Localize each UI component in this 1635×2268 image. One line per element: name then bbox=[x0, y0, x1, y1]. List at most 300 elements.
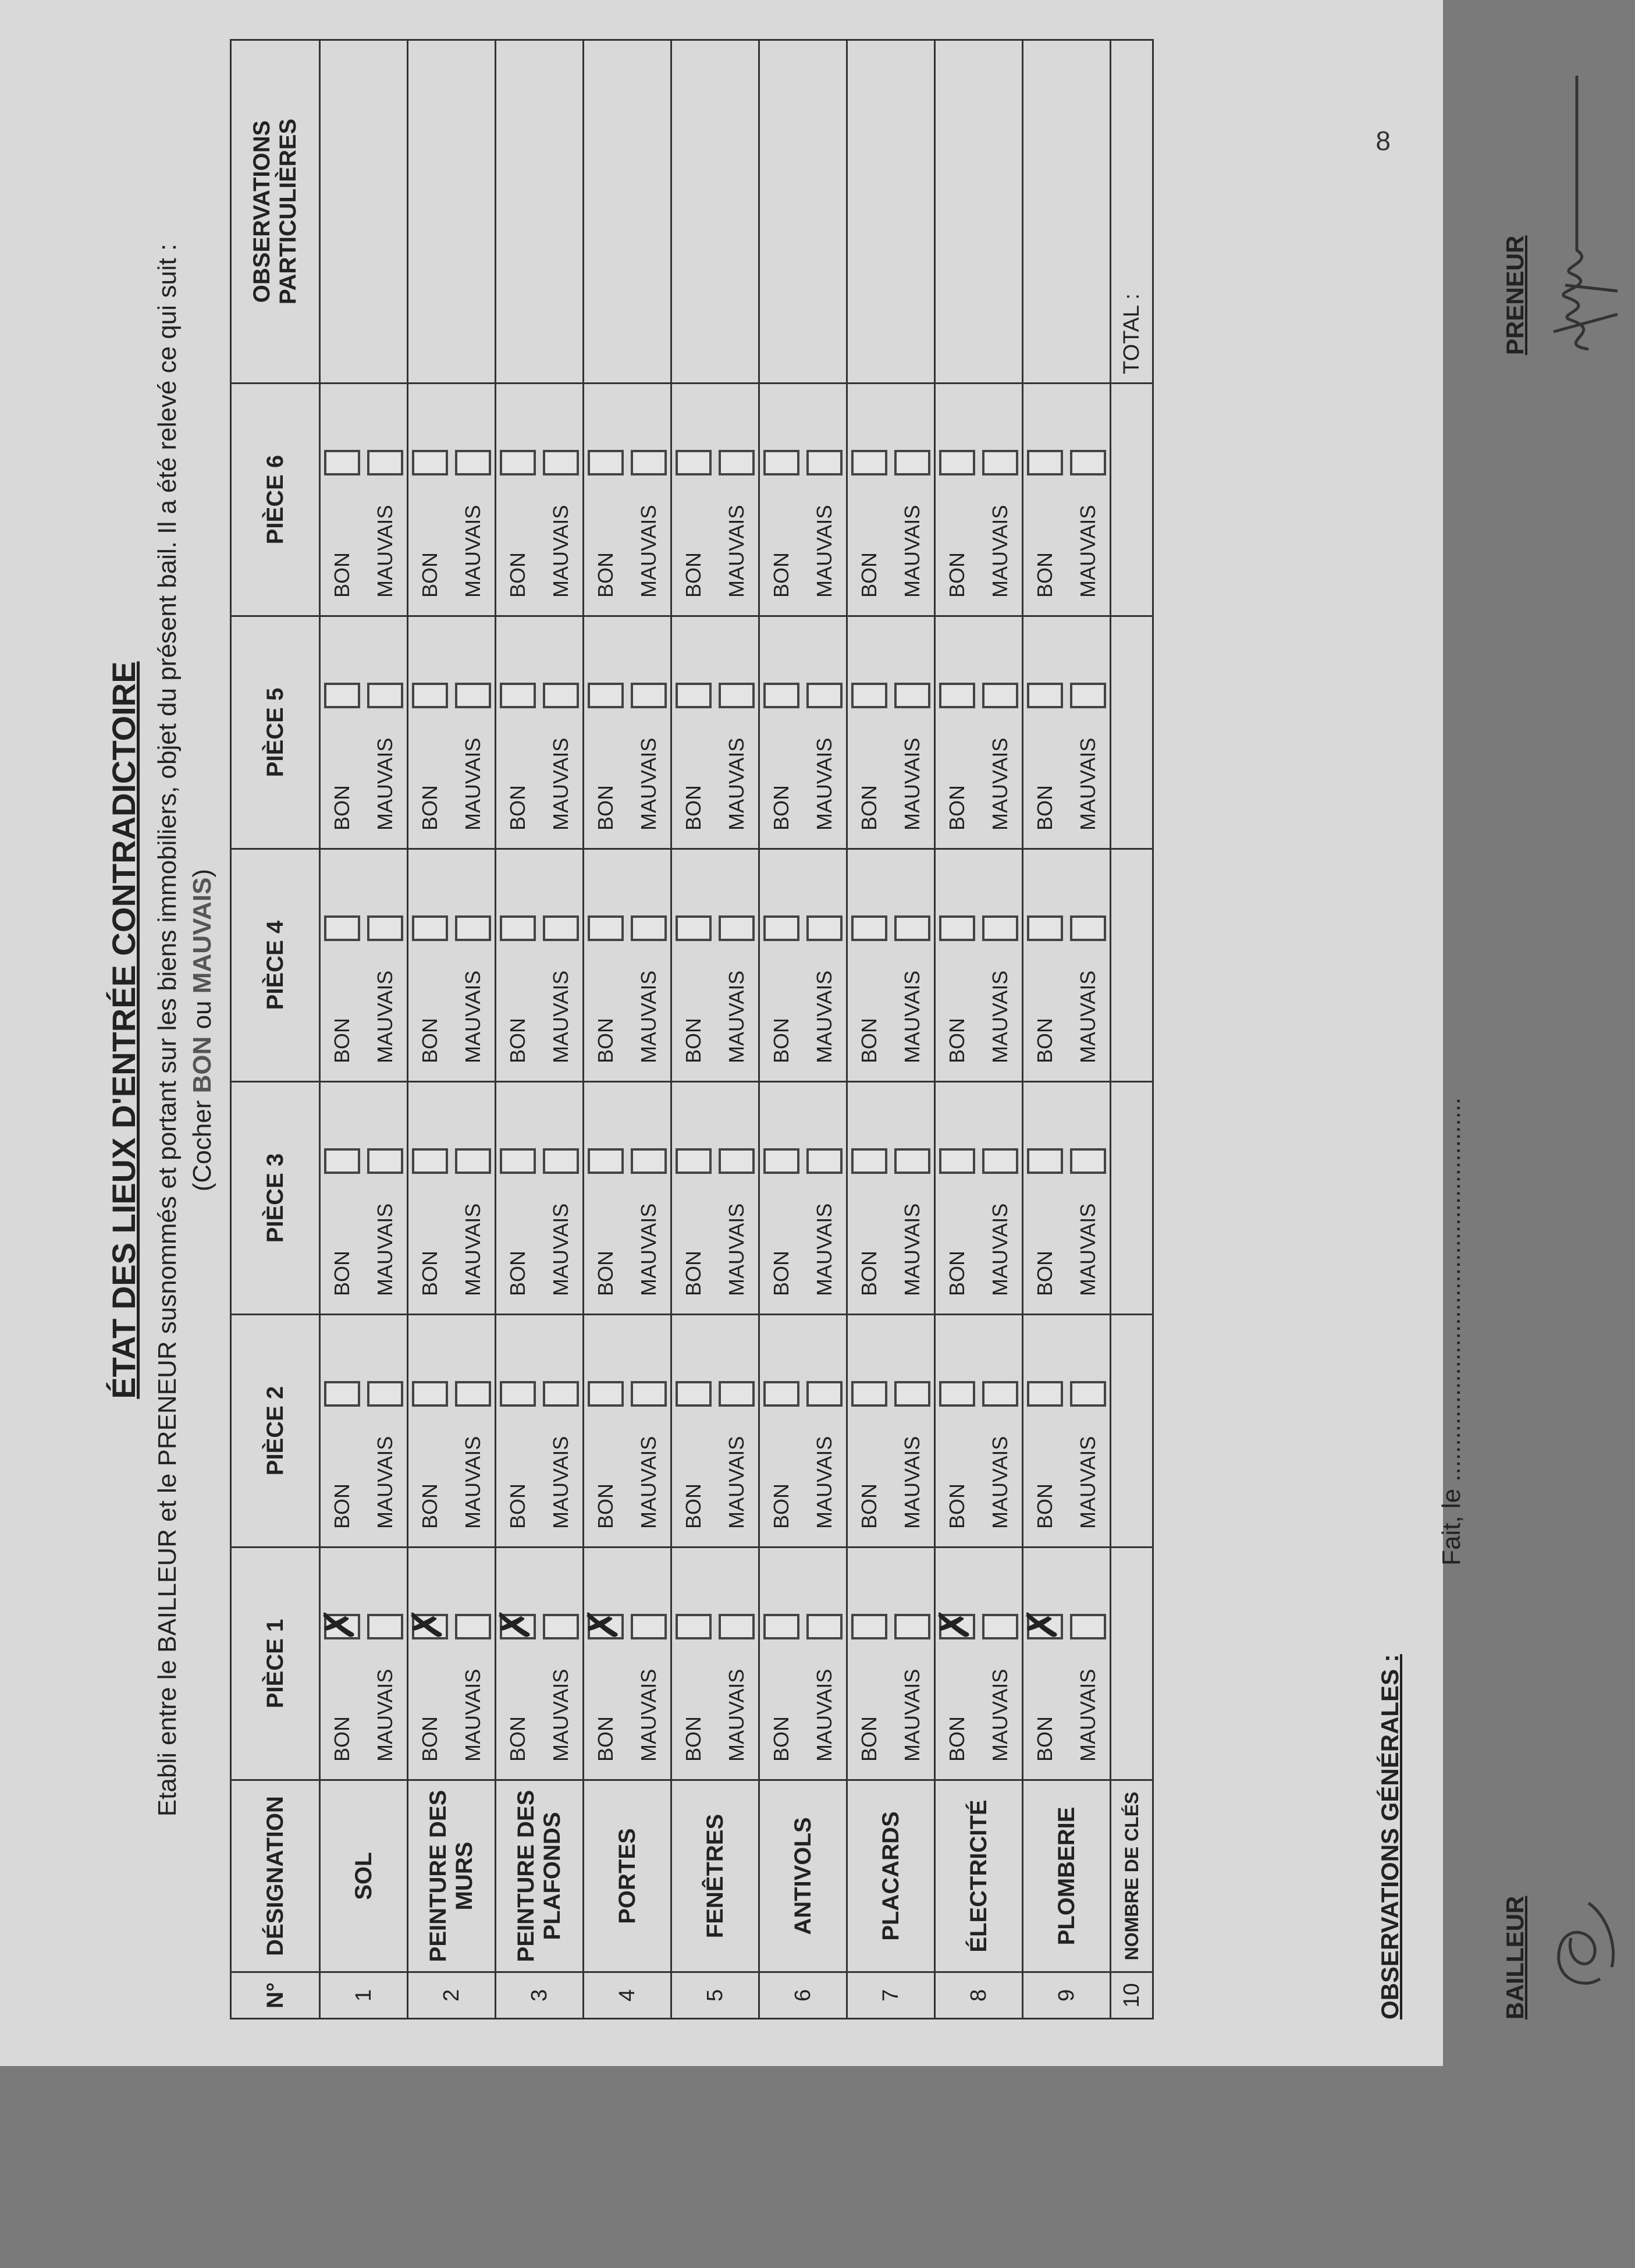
header-piece-2: PIÈCE 2 bbox=[231, 1315, 320, 1548]
keys-count-cell[interactable] bbox=[1111, 384, 1153, 616]
row-designation: SOL bbox=[320, 1780, 408, 1972]
option-mauvais bbox=[364, 1082, 407, 1314]
checkbox-bon[interactable] bbox=[412, 1148, 448, 1174]
checkbox-bon[interactable] bbox=[939, 1614, 975, 1639]
table-row bbox=[671, 40, 759, 2019]
option-label: BON bbox=[506, 552, 529, 598]
checkbox-mauvais[interactable] bbox=[894, 915, 930, 941]
checkbox-mauvais[interactable] bbox=[1070, 1148, 1106, 1174]
checkbox-mauvais[interactable] bbox=[806, 1148, 843, 1174]
option-mauvais bbox=[364, 384, 407, 615]
checkbox-bon[interactable] bbox=[500, 1381, 536, 1407]
fait-le-line: Fait, le ...................................................... bbox=[1437, 1097, 1466, 1566]
checkbox-mauvais[interactable] bbox=[631, 915, 667, 941]
option-label: BON bbox=[593, 785, 617, 830]
option-label: BON bbox=[769, 1716, 793, 1762]
intro-line-2: (Cocher BON ou MAUVAIS) bbox=[188, 868, 216, 1192]
header-row bbox=[231, 40, 320, 2019]
checkbox-bon[interactable] bbox=[939, 1381, 975, 1407]
piece-cell bbox=[1023, 1082, 1111, 1315]
option-label: BON bbox=[681, 552, 705, 598]
observation-cell[interactable] bbox=[671, 40, 759, 384]
checkbox-bon[interactable] bbox=[851, 1381, 887, 1407]
option-bon bbox=[672, 1315, 715, 1546]
option-mauvais bbox=[452, 384, 495, 615]
option-label: BON bbox=[593, 1716, 617, 1762]
checkbox-bon[interactable] bbox=[500, 450, 536, 475]
option-mauvais bbox=[715, 384, 758, 615]
checkbox-bon[interactable] bbox=[588, 1614, 624, 1639]
keys-count-cell[interactable] bbox=[1111, 616, 1153, 849]
checkbox-bon[interactable] bbox=[412, 450, 448, 475]
table-row bbox=[759, 40, 847, 2019]
option-label: MAUVAIS bbox=[900, 1203, 924, 1296]
checkbox-bon[interactable] bbox=[1027, 1148, 1063, 1174]
option-bon bbox=[760, 1548, 803, 1779]
checkbox-mauvais[interactable] bbox=[455, 1614, 491, 1639]
option-bon bbox=[1023, 1548, 1067, 1779]
checkbox-bon[interactable] bbox=[851, 450, 887, 475]
checkbox-mauvais[interactable] bbox=[982, 683, 1018, 708]
option-label: BON bbox=[945, 1716, 969, 1762]
checkbox-mauvais[interactable] bbox=[982, 1148, 1018, 1174]
option-bon bbox=[848, 850, 891, 1081]
checkbox-bon[interactable] bbox=[324, 915, 360, 941]
row-number: 4 bbox=[584, 1972, 671, 2019]
option-label: MAUVAIS bbox=[549, 970, 573, 1063]
checkbox-mauvais[interactable] bbox=[982, 1614, 1018, 1639]
checkbox-bon[interactable] bbox=[676, 1381, 712, 1407]
option-label: MAUVAIS bbox=[900, 505, 924, 598]
piece-cell bbox=[408, 849, 496, 1082]
checkbox-mauvais[interactable] bbox=[631, 1614, 667, 1639]
option-label: MAUVAIS bbox=[812, 1203, 836, 1296]
table-row bbox=[320, 40, 408, 2019]
option-label: BON bbox=[945, 785, 969, 830]
option-bon bbox=[1023, 384, 1067, 615]
option-label: MAUVAIS bbox=[900, 1436, 924, 1529]
option-label: BON bbox=[1033, 1483, 1057, 1529]
row-number: 7 bbox=[847, 1972, 935, 2019]
option-label: MAUVAIS bbox=[637, 1203, 660, 1296]
keys-count-cell[interactable] bbox=[1111, 1082, 1153, 1315]
option-bon bbox=[496, 617, 539, 848]
checkbox-bon[interactable] bbox=[324, 450, 360, 475]
option-label: MAUVAIS bbox=[988, 737, 1012, 830]
piece-cell bbox=[584, 1548, 671, 1780]
checkbox-mauvais[interactable] bbox=[543, 1614, 579, 1639]
checkbox-mauvais[interactable] bbox=[543, 683, 579, 708]
piece-cell bbox=[847, 1082, 935, 1315]
checkbox-bon[interactable] bbox=[588, 915, 624, 941]
checkbox-bon[interactable] bbox=[851, 1148, 887, 1174]
option-mauvais bbox=[979, 850, 1022, 1081]
option-label: MAUVAIS bbox=[812, 505, 836, 598]
checkbox-bon[interactable] bbox=[1027, 450, 1063, 475]
option-label: BON bbox=[945, 552, 969, 598]
checkbox-mauvais[interactable] bbox=[455, 1381, 491, 1407]
row-designation: PORTES bbox=[584, 1780, 671, 1972]
option-mauvais bbox=[539, 1315, 582, 1546]
option-bon bbox=[496, 1548, 539, 1779]
checkbox-mauvais[interactable] bbox=[543, 915, 579, 941]
option-mauvais bbox=[715, 1315, 758, 1546]
option-mauvais bbox=[452, 617, 495, 848]
option-mauvais bbox=[627, 1082, 670, 1314]
checkbox-bon[interactable] bbox=[851, 1614, 887, 1639]
checkbox-bon[interactable] bbox=[939, 915, 975, 941]
checkbox-bon[interactable] bbox=[939, 1148, 975, 1174]
option-mauvais bbox=[891, 850, 934, 1081]
checkbox-mauvais[interactable] bbox=[543, 450, 579, 475]
preneur-label: PRENEUR bbox=[1501, 235, 1529, 355]
option-label: MAUVAIS bbox=[724, 1669, 748, 1762]
observation-cell[interactable] bbox=[935, 40, 1023, 384]
checkbox-bon[interactable] bbox=[412, 683, 448, 708]
observation-cell[interactable] bbox=[1023, 40, 1111, 384]
option-mauvais bbox=[891, 1548, 934, 1779]
option-label: MAUVAIS bbox=[900, 970, 924, 1063]
option-mauvais bbox=[452, 850, 495, 1081]
option-label: BON bbox=[418, 785, 442, 830]
checkbox-mauvais[interactable] bbox=[631, 1148, 667, 1174]
observation-cell[interactable] bbox=[408, 40, 496, 384]
checkbox-mauvais[interactable] bbox=[719, 1614, 755, 1639]
checkbox-bon[interactable] bbox=[763, 1148, 799, 1174]
header-num: N° bbox=[231, 1972, 320, 2019]
checkbox-bon[interactable] bbox=[500, 683, 536, 708]
checkbox-mauvais[interactable] bbox=[367, 1381, 403, 1407]
checkbox-mauvais[interactable] bbox=[894, 683, 930, 708]
option-bon bbox=[848, 1082, 891, 1314]
option-label: MAUVAIS bbox=[988, 1436, 1012, 1529]
checkbox-mauvais[interactable] bbox=[806, 915, 843, 941]
checkbox-bon[interactable] bbox=[676, 1148, 712, 1174]
option-label: BON bbox=[506, 785, 529, 830]
observation-cell[interactable] bbox=[320, 40, 408, 384]
option-label: MAUVAIS bbox=[900, 1669, 924, 1762]
checkbox-bon[interactable] bbox=[500, 915, 536, 941]
piece-cell bbox=[935, 384, 1023, 616]
rotated-form bbox=[105, 41, 1529, 2019]
option-label: BON bbox=[769, 1017, 793, 1063]
checkbox-mauvais[interactable] bbox=[367, 1148, 403, 1174]
option-bon bbox=[936, 850, 979, 1081]
option-mauvais bbox=[1067, 384, 1110, 615]
option-label: BON bbox=[593, 1483, 617, 1529]
option-mauvais bbox=[539, 617, 582, 848]
checkbox-mauvais[interactable] bbox=[1070, 1614, 1106, 1639]
checkbox-bon[interactable] bbox=[588, 683, 624, 708]
checkbox-bon[interactable] bbox=[1027, 915, 1063, 941]
option-bon bbox=[672, 1082, 715, 1314]
piece-cell bbox=[584, 849, 671, 1082]
checkbox-bon[interactable] bbox=[324, 1381, 360, 1407]
option-bon bbox=[848, 384, 891, 615]
checkbox-mauvais[interactable] bbox=[719, 1148, 755, 1174]
piece-cell bbox=[847, 1548, 935, 1780]
checkbox-mauvais[interactable] bbox=[806, 1614, 843, 1639]
option-bon bbox=[408, 384, 452, 615]
checkbox-mauvais[interactable] bbox=[1070, 683, 1106, 708]
piece-cell bbox=[671, 1548, 759, 1780]
piece-cell bbox=[584, 384, 671, 616]
option-mauvais bbox=[979, 384, 1022, 615]
option-mauvais bbox=[452, 1548, 495, 1779]
option-label: MAUVAIS bbox=[724, 737, 748, 830]
row-designation: PLACARDS bbox=[847, 1780, 935, 1972]
piece-cell bbox=[847, 1315, 935, 1548]
piece-cell bbox=[671, 1082, 759, 1315]
checkbox-mauvais[interactable] bbox=[1070, 450, 1106, 475]
row-number: 5 bbox=[671, 1972, 759, 2019]
table-row bbox=[584, 40, 671, 2019]
checkbox-mauvais[interactable] bbox=[982, 1381, 1018, 1407]
option-label: MAUVAIS bbox=[549, 1436, 573, 1529]
checkbox-mauvais[interactable] bbox=[455, 1148, 491, 1174]
checkbox-bon[interactable] bbox=[763, 450, 799, 475]
option-label: BON bbox=[330, 1483, 354, 1529]
option-bon bbox=[1023, 1315, 1067, 1546]
checkbox-mauvais[interactable] bbox=[806, 450, 843, 475]
piece-cell bbox=[759, 849, 847, 1082]
checkbox-mauvais[interactable] bbox=[367, 915, 403, 941]
checkbox-bon[interactable] bbox=[412, 915, 448, 941]
keys-count-cell[interactable] bbox=[1111, 1315, 1153, 1548]
option-label: MAUVAIS bbox=[724, 505, 748, 598]
piece-cell bbox=[759, 1082, 847, 1315]
checkbox-bon[interactable] bbox=[412, 1614, 448, 1639]
option-mauvais bbox=[803, 1082, 846, 1314]
option-bon bbox=[672, 384, 715, 615]
option-label: BON bbox=[418, 552, 442, 598]
option-mauvais bbox=[891, 617, 934, 848]
option-bon bbox=[321, 1548, 364, 1779]
row-number: 8 bbox=[935, 1972, 1023, 2019]
checkbox-bon[interactable] bbox=[763, 683, 799, 708]
inventory-table bbox=[230, 39, 1154, 2019]
piece-cell bbox=[496, 1548, 584, 1780]
checkbox-mauvais[interactable] bbox=[543, 1148, 579, 1174]
option-label: MAUVAIS bbox=[1076, 1203, 1100, 1296]
checkbox-bon[interactable] bbox=[1027, 1381, 1063, 1407]
piece-cell bbox=[584, 1315, 671, 1548]
piece-cell bbox=[320, 1082, 408, 1315]
option-mauvais bbox=[452, 1082, 495, 1314]
checkbox-bon[interactable] bbox=[500, 1148, 536, 1174]
option-mauvais bbox=[803, 1548, 846, 1779]
checkbox-mauvais[interactable] bbox=[631, 1381, 667, 1407]
option-label: MAUVAIS bbox=[461, 505, 485, 598]
option-label: MAUVAIS bbox=[1076, 1436, 1100, 1529]
header-piece-5: PIÈCE 5 bbox=[231, 616, 320, 849]
checkbox-mauvais[interactable] bbox=[455, 915, 491, 941]
checkbox-bon[interactable] bbox=[851, 683, 887, 708]
checkbox-mauvais[interactable] bbox=[631, 683, 667, 708]
option-label: BON bbox=[418, 1716, 442, 1762]
header-piece-1: PIÈCE 1 bbox=[231, 1548, 320, 1780]
option-label: BON bbox=[769, 1250, 793, 1296]
checkbox-mauvais[interactable] bbox=[543, 1381, 579, 1407]
row-number: 3 bbox=[496, 1972, 584, 2019]
observation-cell[interactable] bbox=[496, 40, 584, 384]
checkbox-bon[interactable] bbox=[763, 915, 799, 941]
option-bon bbox=[408, 1548, 452, 1779]
option-bon bbox=[408, 1315, 452, 1546]
option-bon bbox=[1023, 1082, 1067, 1314]
option-bon bbox=[496, 850, 539, 1081]
checkbox-bon[interactable] bbox=[939, 450, 975, 475]
checkbox-bon[interactable] bbox=[412, 1381, 448, 1407]
option-label: BON bbox=[1033, 785, 1057, 830]
checkbox-bon[interactable] bbox=[1027, 1614, 1063, 1639]
observation-cell[interactable] bbox=[759, 40, 847, 384]
checkbox-bon[interactable] bbox=[324, 1148, 360, 1174]
option-label: MAUVAIS bbox=[724, 970, 748, 1063]
piece-cell bbox=[759, 616, 847, 849]
piece-cell bbox=[496, 616, 584, 849]
checkbox-mauvais[interactable] bbox=[894, 1148, 930, 1174]
checkbox-mauvais[interactable] bbox=[894, 1381, 930, 1407]
piece-cell bbox=[847, 616, 935, 849]
row-number: 2 bbox=[408, 1972, 496, 2019]
option-label: BON bbox=[857, 785, 881, 830]
option-label: MAUVAIS bbox=[461, 1669, 485, 1762]
option-label: MAUVAIS bbox=[724, 1203, 748, 1296]
checkbox-mauvais[interactable] bbox=[1070, 1381, 1106, 1407]
piece-cell bbox=[847, 384, 935, 616]
checkbox-mauvais[interactable] bbox=[719, 1381, 755, 1407]
option-label: MAUVAIS bbox=[461, 1203, 485, 1296]
checkbox-bon[interactable] bbox=[763, 1381, 799, 1407]
checkbox-bon[interactable] bbox=[588, 1381, 624, 1407]
checkbox-bon[interactable] bbox=[500, 1614, 536, 1639]
piece-cell bbox=[320, 384, 408, 616]
option-label: MAUVAIS bbox=[549, 1203, 573, 1296]
checkbox-bon[interactable] bbox=[588, 450, 624, 475]
piece-cell bbox=[935, 849, 1023, 1082]
keys-label: NOMBRE DE CLÉS bbox=[1111, 1780, 1153, 1972]
option-label: MAUVAIS bbox=[812, 1436, 836, 1529]
piece-cell bbox=[408, 1082, 496, 1315]
option-bon bbox=[760, 384, 803, 615]
option-label: MAUVAIS bbox=[373, 1669, 397, 1762]
table-row bbox=[847, 40, 935, 2019]
option-label: MAUVAIS bbox=[461, 970, 485, 1063]
option-mauvais bbox=[1067, 1082, 1110, 1314]
row-designation: PEINTURE DES MURS bbox=[408, 1780, 496, 1972]
observation-cell[interactable] bbox=[584, 40, 671, 384]
option-label: BON bbox=[1033, 1250, 1057, 1296]
option-bon bbox=[848, 617, 891, 848]
checkbox-bon[interactable] bbox=[939, 683, 975, 708]
option-mauvais bbox=[364, 1315, 407, 1546]
checkbox-mauvais[interactable] bbox=[367, 450, 403, 475]
piece-cell bbox=[496, 384, 584, 616]
table-body bbox=[320, 40, 1153, 2019]
checkbox-mauvais[interactable] bbox=[719, 683, 755, 708]
checkbox-mauvais[interactable] bbox=[982, 915, 1018, 941]
checkbox-mauvais[interactable] bbox=[455, 450, 491, 475]
option-label: MAUVAIS bbox=[812, 737, 836, 830]
checkbox-bon[interactable] bbox=[676, 915, 712, 941]
checkbox-mauvais[interactable] bbox=[367, 1614, 403, 1639]
option-mauvais bbox=[1067, 1315, 1110, 1546]
piece-cell bbox=[935, 616, 1023, 849]
option-label: BON bbox=[593, 1250, 617, 1296]
observation-cell[interactable] bbox=[847, 40, 935, 384]
piece-cell bbox=[759, 384, 847, 616]
checkbox-bon[interactable] bbox=[588, 1148, 624, 1174]
option-bon bbox=[321, 850, 364, 1081]
piece-cell bbox=[320, 1315, 408, 1548]
option-bon bbox=[672, 850, 715, 1081]
piece-cell bbox=[320, 1548, 408, 1780]
option-label: BON bbox=[330, 552, 354, 598]
option-mauvais bbox=[1067, 850, 1110, 1081]
checkbox-bon[interactable] bbox=[851, 915, 887, 941]
checkbox-bon[interactable] bbox=[676, 1614, 712, 1639]
checkbox-bon[interactable] bbox=[324, 683, 360, 708]
keys-count-cell[interactable] bbox=[1111, 1548, 1153, 1780]
checkbox-mauvais[interactable] bbox=[1070, 915, 1106, 941]
checkbox-bon[interactable] bbox=[324, 1614, 360, 1639]
checkbox-mauvais[interactable] bbox=[455, 683, 491, 708]
option-bon bbox=[584, 1548, 627, 1779]
checkbox-mauvais[interactable] bbox=[367, 683, 403, 708]
checkbox-mauvais[interactable] bbox=[894, 450, 930, 475]
option-label: BON bbox=[681, 785, 705, 830]
total-label: TOTAL : bbox=[1111, 40, 1153, 384]
option-mauvais bbox=[715, 850, 758, 1081]
option-bon bbox=[760, 850, 803, 1081]
checkbox-bon[interactable] bbox=[1027, 683, 1063, 708]
checkbox-mauvais[interactable] bbox=[806, 1381, 843, 1407]
option-label: BON bbox=[330, 785, 354, 830]
option-mauvais bbox=[627, 850, 670, 1081]
option-bon bbox=[496, 1082, 539, 1314]
option-label: BON bbox=[506, 1716, 529, 1762]
checkbox-bon[interactable] bbox=[676, 450, 712, 475]
option-mauvais bbox=[979, 1548, 1022, 1779]
checkbox-mauvais[interactable] bbox=[631, 450, 667, 475]
option-label: BON bbox=[857, 1250, 881, 1296]
option-label: MAUVAIS bbox=[637, 1669, 660, 1762]
option-bon bbox=[1023, 617, 1067, 848]
option-bon bbox=[936, 1548, 979, 1779]
piece-cell bbox=[408, 1548, 496, 1780]
option-label: BON bbox=[1033, 1716, 1057, 1762]
checkbox-bon[interactable] bbox=[676, 683, 712, 708]
option-label: MAUVAIS bbox=[988, 970, 1012, 1063]
option-mauvais bbox=[1067, 617, 1110, 848]
checkbox-mauvais[interactable] bbox=[982, 450, 1018, 475]
option-bon bbox=[760, 1082, 803, 1314]
keys-count-cell[interactable] bbox=[1111, 849, 1153, 1082]
piece-cell bbox=[935, 1548, 1023, 1780]
option-bon bbox=[1023, 850, 1067, 1081]
option-bon bbox=[672, 617, 715, 848]
checkbox-mauvais[interactable] bbox=[894, 1614, 930, 1639]
option-label: BON bbox=[593, 1017, 617, 1063]
option-label: BON bbox=[769, 1483, 793, 1529]
checkbox-mauvais[interactable] bbox=[806, 683, 843, 708]
option-mauvais bbox=[364, 1548, 407, 1779]
option-label: BON bbox=[681, 1716, 705, 1762]
checkbox-mauvais[interactable] bbox=[719, 450, 755, 475]
checkbox-mauvais[interactable] bbox=[719, 915, 755, 941]
checkbox-bon[interactable] bbox=[763, 1614, 799, 1639]
